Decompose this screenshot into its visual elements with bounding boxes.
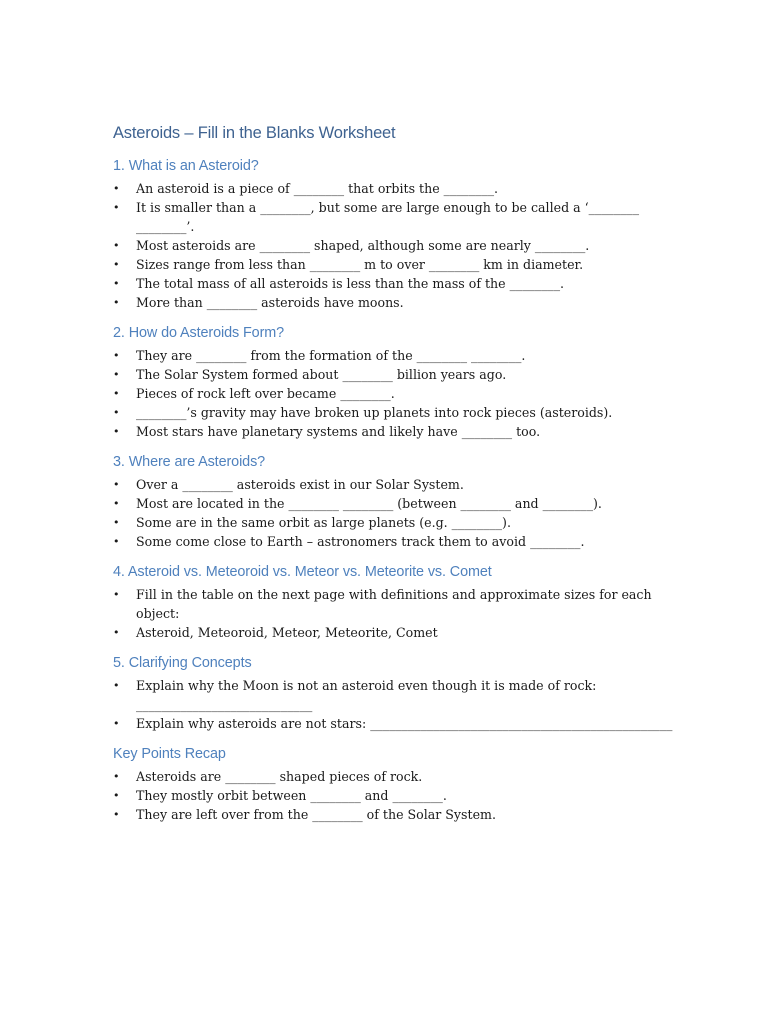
list-item-text: Explain why the Moon is not an asteroid even though it is made of rock: ____________________________ bbox=[136, 678, 597, 712]
list-item bbox=[113, 623, 673, 642]
list-item-text: Asteroids are ________ shaped pieces of rock. bbox=[136, 769, 423, 784]
list-item bbox=[113, 805, 673, 824]
bullet-icon: • bbox=[113, 201, 120, 214]
bullet-icon: • bbox=[113, 296, 120, 309]
list-item-text: Most stars have planetary systems and likely have ________ too. bbox=[136, 424, 541, 439]
bullet-list bbox=[113, 676, 673, 733]
bullet-icon: • bbox=[113, 349, 120, 362]
bullet-icon: • bbox=[113, 535, 120, 548]
list-item-text: The Solar System formed about ________ billion years ago. bbox=[136, 367, 507, 382]
section-comparison bbox=[113, 564, 673, 642]
list-item bbox=[113, 403, 673, 422]
list-item-text: Most are located in the ________ ________ (between ________ and ________). bbox=[136, 496, 602, 511]
list-item bbox=[113, 236, 673, 255]
bullet-icon: • bbox=[113, 588, 120, 601]
bullet-icon: • bbox=[113, 497, 120, 510]
list-item bbox=[113, 676, 673, 714]
list-item-text: Some are in the same orbit as large planets (e.g. ________). bbox=[136, 515, 511, 530]
list-item-text: The total mass of all asteroids is less than the mass of the ________. bbox=[136, 276, 565, 291]
bullet-icon: • bbox=[113, 277, 120, 290]
list-item bbox=[113, 475, 673, 494]
list-item bbox=[113, 714, 673, 733]
bullet-list bbox=[113, 346, 673, 441]
list-item-text: Some come close to Earth – astronomers track them to avoid ________. bbox=[136, 534, 585, 549]
list-item-text: They are left over from the ________ of the Solar System. bbox=[136, 807, 496, 822]
list-item-text: Over a ________ asteroids exist in our Solar System. bbox=[136, 477, 464, 492]
list-item bbox=[113, 786, 673, 805]
section-how-asteroids-form bbox=[113, 325, 673, 441]
list-item bbox=[113, 585, 673, 623]
list-item-text: They are ________ from the formation of the ________ ________. bbox=[136, 348, 526, 363]
list-item-text: An asteroid is a piece of ________ that orbits the ________. bbox=[136, 181, 499, 196]
list-item bbox=[113, 767, 673, 786]
section-heading: Key Points Recap bbox=[113, 746, 226, 762]
bullet-icon: • bbox=[113, 239, 120, 252]
list-item-text: They mostly orbit between ________ and ________. bbox=[136, 788, 447, 803]
section-key-points-recap bbox=[113, 746, 673, 824]
section-heading: 2. How do Asteroids Form? bbox=[113, 325, 285, 341]
list-item-text: Explain why asteroids are not stars: ________________________________________________ bbox=[136, 716, 673, 731]
worksheet-content bbox=[113, 124, 673, 837]
bullet-list bbox=[113, 585, 673, 642]
bullet-icon: • bbox=[113, 387, 120, 400]
list-item bbox=[113, 532, 673, 551]
list-item bbox=[113, 384, 673, 403]
bullet-icon: • bbox=[113, 406, 120, 419]
list-item-text: Sizes range from less than ________ m to over ________ km in diameter. bbox=[136, 257, 584, 272]
list-item bbox=[113, 293, 673, 312]
list-item-text: Asteroid, Meteoroid, Meteor, Meteorite, Comet bbox=[136, 625, 438, 640]
bullet-list bbox=[113, 767, 673, 824]
list-item-text: Pieces of rock left over became ________. bbox=[136, 386, 395, 401]
bullet-list bbox=[113, 475, 673, 551]
bullet-icon: • bbox=[113, 808, 120, 821]
bullet-list bbox=[113, 179, 673, 312]
list-item-text: It is smaller than a ________, but some are large enough to be called a ‘________ ________’. bbox=[136, 200, 640, 234]
bullet-icon: • bbox=[113, 789, 120, 802]
bullet-icon: • bbox=[113, 679, 120, 692]
list-item-text: ________’s gravity may have broken up planets into rock pieces (asteroids). bbox=[136, 405, 613, 420]
section-heading: 5. Clarifying Concepts bbox=[113, 655, 252, 671]
list-item bbox=[113, 179, 673, 198]
bullet-icon: • bbox=[113, 425, 120, 438]
list-item-text: Fill in the table on the next page with definitions and approximate sizes for each object: bbox=[136, 587, 652, 621]
list-item bbox=[113, 198, 673, 236]
bullet-icon: • bbox=[113, 516, 120, 529]
list-item bbox=[113, 255, 673, 274]
section-heading: 3. Where are Asteroids? bbox=[113, 454, 266, 470]
section-heading: 4. Asteroid vs. Meteoroid vs. Meteor vs. Meteorite vs. Comet bbox=[113, 564, 492, 580]
bullet-icon: • bbox=[113, 368, 120, 381]
bullet-icon: • bbox=[113, 182, 120, 195]
section-where-are-asteroids bbox=[113, 454, 673, 551]
bullet-icon: • bbox=[113, 258, 120, 271]
list-item bbox=[113, 346, 673, 365]
list-item-text: More than ________ asteroids have moons. bbox=[136, 295, 404, 310]
bullet-icon: • bbox=[113, 478, 120, 491]
bullet-icon: • bbox=[113, 717, 120, 730]
list-item bbox=[113, 365, 673, 384]
list-item bbox=[113, 274, 673, 293]
bullet-icon: • bbox=[113, 626, 120, 639]
worksheet-title: Asteroids – Fill in the Blanks Worksheet bbox=[113, 124, 396, 142]
section-clarifying-concepts bbox=[113, 655, 673, 733]
section-heading: 1. What is an Asteroid? bbox=[113, 158, 259, 174]
list-item bbox=[113, 422, 673, 441]
bullet-icon: • bbox=[113, 770, 120, 783]
section-what-is-asteroid bbox=[113, 158, 673, 312]
list-item bbox=[113, 494, 673, 513]
list-item bbox=[113, 513, 673, 532]
list-item-text: Most asteroids are ________ shaped, although some are nearly ________. bbox=[136, 238, 590, 253]
